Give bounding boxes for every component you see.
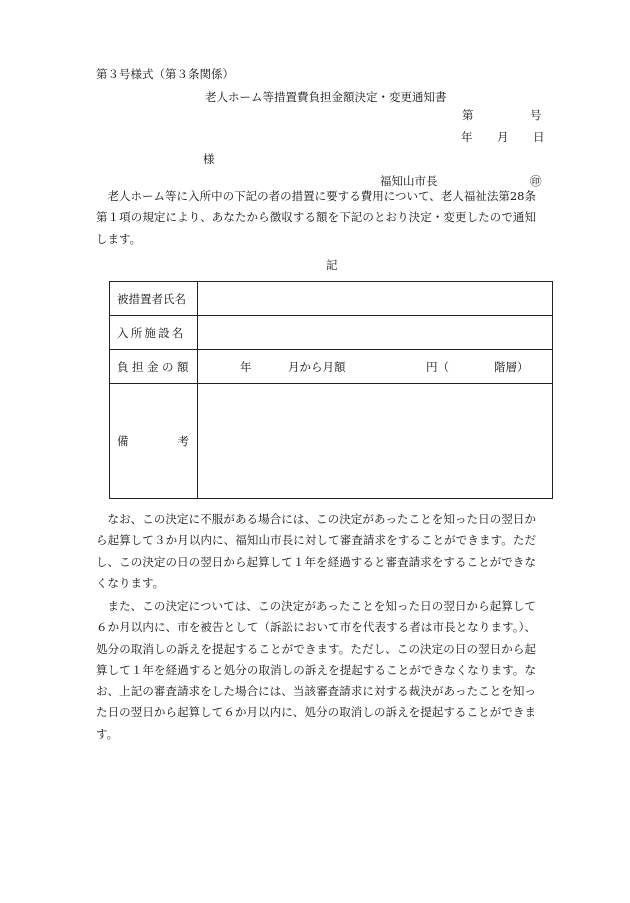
number-dai: 第	[462, 108, 474, 122]
intro-paragraph: 老人ホーム等に入所中の下記の者の措置に要する費用について、老人福祉法第28条第１項の規定により、あなたから徴収する額を下記のとおり決定・変更したので通知します。	[96, 189, 536, 246]
fee-yen: 円（	[426, 360, 449, 374]
facility-value-cell	[198, 316, 553, 350]
remarks-label-2: 考	[177, 434, 189, 448]
number-go: 号	[530, 108, 542, 122]
ki-heading: 記	[326, 258, 338, 272]
seal-mark: ㊞	[530, 174, 542, 188]
issuer-mayor: 福知山市長	[380, 174, 438, 188]
record-table	[109, 281, 553, 499]
fee-label: 負担金の額	[110, 350, 198, 384]
remarks-label-cell	[110, 384, 198, 499]
fee-year: 年	[240, 360, 252, 374]
fee-monthly: 月から月額	[288, 360, 346, 374]
notice-paragraph-2: また、この決定については、この決定があったことを知った日の翌日から起算して６か月以内に、市を被告として（訴訟において市を代表する者は市長となります。）、処分の取消しの訴えを提起することができます。ただし、この決定の日の翌日から起算して１年を経過すると処分の取消しの訴えを提起することができなくなります。なお、上記の審査請求をした場合には、当該審査請求に対する裁決があったことを知った日の翌日から起算して６か月以内に、処分の取消しの訴えを提起することができます。	[96, 599, 536, 741]
addressee-sama: 様	[203, 152, 215, 166]
date-year: 年	[461, 130, 473, 144]
document-title: 老人ホーム等措置費負担金額決定・変更通知書	[205, 90, 447, 104]
date-day: 日	[533, 130, 545, 144]
table-row	[110, 384, 553, 499]
table-row	[110, 350, 553, 384]
remarks-value-cell	[198, 384, 553, 499]
table-row	[110, 316, 553, 350]
form-label: 第３号様式（第３条関係）	[96, 67, 234, 81]
date-month: 月	[497, 130, 509, 144]
name-label: 被措置者氏名	[110, 282, 198, 316]
remarks-label-1: 備	[117, 434, 129, 448]
fee-tier: 階層）	[494, 360, 529, 374]
facility-label: 入所施設名	[110, 316, 198, 350]
table-row	[110, 282, 553, 316]
fee-value-cell	[198, 350, 553, 384]
notice-paragraph-1: なお、この決定に不服がある場合には、この決定があったことを知った日の翌日から起算して３か月以内に、福知山市長に対して審査請求をすることができます。ただし、この決定の日の翌日から起算して１年を経過すると審査請求をすることができなくなります。	[96, 512, 536, 590]
name-value-cell	[198, 282, 553, 316]
